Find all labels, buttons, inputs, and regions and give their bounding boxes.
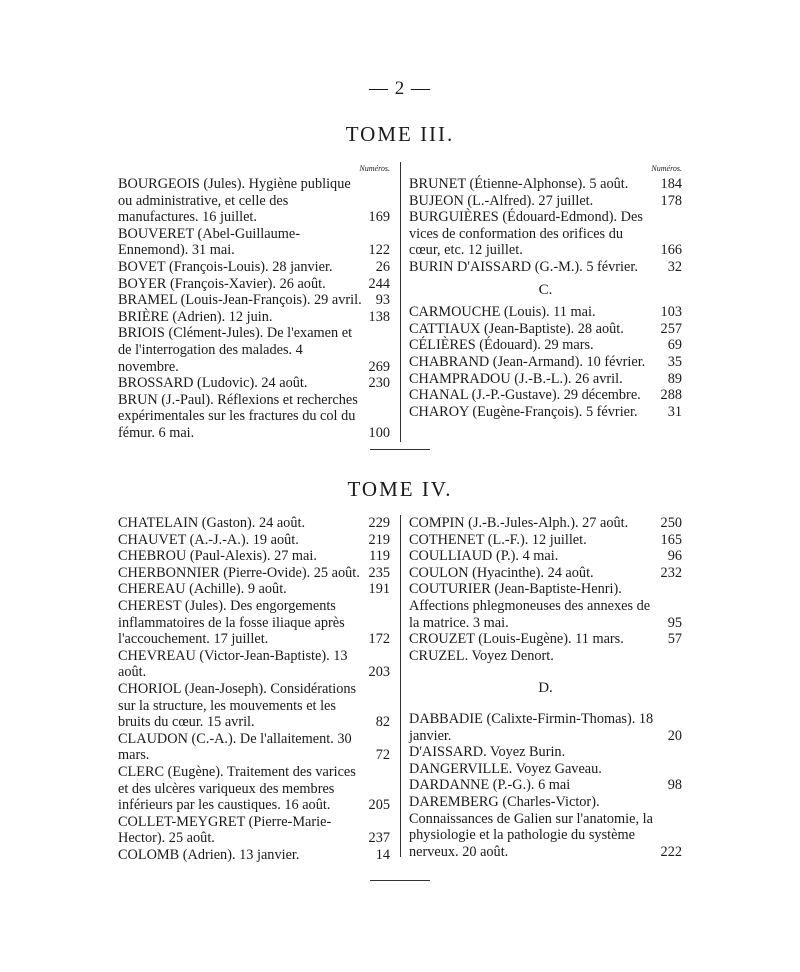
entry-number: 82 (375, 714, 390, 731)
index-entry (118, 176, 390, 226)
entry-text: D'AISSARD. Voyez Burin. (409, 744, 566, 761)
index-entry (118, 731, 390, 764)
entry-number: 184 (660, 176, 682, 192)
entry-text: CHATELAIN (Gaston). 24 août. (118, 515, 306, 531)
index-entry (409, 337, 682, 354)
entry-text: COTHENET (L.-F.). 12 juillet. (409, 531, 587, 548)
index-entry (118, 375, 390, 392)
entry-text: DABBADIE (Calixte-Firmin-Thomas). 18 janvier. (409, 710, 654, 744)
tome-iv-title: TOME IV. (347, 477, 453, 501)
index-entry (118, 392, 390, 442)
entry-number: 229 (368, 515, 390, 531)
tome-iv-section (118, 515, 682, 863)
entry-number: 122 (368, 242, 390, 259)
index-entry (409, 565, 682, 582)
index-entry (409, 548, 682, 565)
entry-text: CARMOUCHE (Louis). 11 mai. (409, 304, 596, 321)
entry-number: 103 (660, 304, 682, 321)
index-entry (118, 292, 390, 309)
index-entry (409, 794, 682, 860)
entry-number: 26 (375, 258, 390, 275)
index-entry (118, 681, 390, 731)
index-entry (409, 209, 682, 259)
entry-text: CHEVREAU (Victor-Jean-Baptiste). 13 août. (118, 647, 348, 681)
index-entry (409, 744, 682, 761)
entry-number: 35 (667, 353, 682, 370)
page-number: — 2 — (369, 78, 431, 99)
entry-number: 230 (368, 375, 390, 392)
numeros-header: Numéros. (359, 164, 390, 173)
entry-number: 178 (660, 192, 682, 209)
index-entry (409, 387, 682, 404)
index-entry (118, 764, 390, 814)
entry-number: 20 (667, 727, 682, 744)
index-entry (118, 581, 390, 598)
entry-text: CHABRAND (Jean-Armand). 10 février. (409, 353, 646, 370)
bottom-rule (370, 880, 430, 881)
entry-number: 244 (368, 275, 390, 292)
entry-number: 288 (660, 387, 682, 404)
entry-text: BOVET (François-Louis). 28 janvier. (118, 258, 333, 275)
entry-number: 235 (368, 564, 390, 581)
entry-text: CHAUVET (A.-J.-A.). 19 août. (118, 531, 299, 548)
index-entry (409, 515, 682, 532)
numeros-header: Numéros. (651, 164, 682, 173)
entry-number: 172 (368, 631, 390, 648)
entry-text: BURIN D'AISSARD (G.-M.). 5 février. (409, 258, 638, 275)
entry-text: CATTIAUX (Jean-Baptiste). 28 août. (409, 320, 624, 337)
tome-iii-section (118, 162, 682, 442)
entry-number: 219 (368, 531, 390, 548)
entry-text: CHERBONNIER (Pierre-Ovide). 25 août. (118, 564, 360, 581)
index-entry (409, 259, 682, 276)
entry-number: 100 (368, 424, 390, 441)
entry-text: BRUNET (Étienne-Alphonse). 5 août. (409, 176, 629, 192)
entry-number: 237 (368, 830, 390, 847)
index-entry (118, 325, 390, 375)
entry-number: 269 (368, 358, 390, 375)
entry-text: DARDANNE (P.-G.). 6 mai (409, 777, 571, 794)
index-entry (409, 648, 682, 665)
index-entry (118, 847, 390, 864)
entry-text: DAREMBERG (Charles-Victor). Connaissances de Galien sur l'anatomie, la physiologie et la pathologie du système nerveux. 20 août. (409, 793, 653, 860)
index-entry (409, 321, 682, 338)
entry-number: 72 (375, 747, 390, 764)
column-divider (400, 162, 401, 442)
entry-text: COLOMB (Adrien). 13 janvier. (118, 846, 300, 863)
entry-number: 191 (368, 581, 390, 598)
entry-text: BOYER (François-Xavier). 26 août. (118, 275, 326, 292)
entry-text: BRUN (J.-Paul). Réflexions et recherches expérimentales sur les fractures du col du fémur. 6 mai. (118, 391, 358, 441)
index-entry (409, 176, 682, 193)
tome-iii-title: TOME III. (345, 122, 455, 146)
entry-number: 95 (667, 614, 682, 631)
index-entry (118, 259, 390, 276)
entry-text: BRIÈRE (Adrien). 12 juin. (118, 308, 273, 325)
entry-number: 69 (667, 337, 682, 354)
index-entry (118, 226, 390, 259)
index-entry (118, 515, 390, 532)
entry-text: COULLIAUD (P.). 4 mai. (409, 548, 559, 565)
entry-number: 205 (368, 797, 390, 814)
entry-number: 93 (375, 292, 390, 309)
entry-number: 96 (667, 548, 682, 565)
entry-number: 138 (368, 308, 390, 325)
index-entry (409, 404, 682, 421)
entry-number: 57 (667, 631, 682, 648)
entry-text: BROSSARD (Ludovic). 24 août. (118, 375, 308, 392)
index-entry (118, 814, 390, 847)
letter-heading-d: D. (538, 680, 553, 697)
entry-text: BRAMEL (Louis-Jean-François). 29 avril. (118, 292, 362, 309)
index-entry (118, 648, 390, 681)
index-entry (118, 309, 390, 326)
entry-text: CHANAL (J.-P.-Gustave). 29 décembre. (409, 387, 641, 404)
entry-number: 250 (660, 515, 682, 531)
entry-text: CHORIOL (Jean-Joseph). Considérations sur la structure, les mouvements et les bruits du cœur. 15 avril. (118, 680, 357, 731)
entry-text: CROUZET (Louis-Eugène). 11 mars. (409, 631, 624, 648)
index-entry (409, 631, 682, 648)
entry-text: CHEBROU (Paul-Alexis). 27 mai. (118, 548, 317, 565)
entry-number: 89 (667, 370, 682, 387)
entry-number: 232 (660, 564, 682, 581)
index-entry (409, 354, 682, 371)
index-entry (409, 371, 682, 388)
column-divider (400, 515, 401, 857)
tome-iii-left-column (118, 162, 390, 442)
entry-text: CHEREST (Jules). Des engorgements inflammatoires de la fosse iliaque après l'accouchement. 17 juillet. (118, 597, 345, 648)
entry-text: BURGUIÈRES (Édouard-Edmond). Des vices de conformation des orifices du cœur, etc. 12 juillet. (409, 209, 643, 259)
entry-number: 166 (660, 242, 682, 259)
entry-text: BOURGEOIS (Jules). Hygiène publique ou administrative, et celle des manufactures. 16 juillet. (118, 176, 351, 226)
entry-text: CHAMPRADOU (J.-B.-L.). 26 avril. (409, 370, 623, 387)
index-entry (118, 532, 390, 549)
entry-number: 165 (660, 531, 682, 548)
tome-iv-left-column (118, 515, 390, 863)
entry-number: 32 (667, 258, 682, 275)
section-rule (370, 449, 430, 450)
index-entry (409, 711, 682, 744)
entry-number: 31 (667, 403, 682, 420)
entry-text: COULON (Hyacinthe). 24 août. (409, 564, 594, 581)
entry-number: 98 (667, 777, 682, 794)
entry-text: CHAROY (Eugène-François). 5 février. (409, 403, 638, 420)
entry-text: CHEREAU (Achille). 9 août. (118, 581, 287, 598)
index-entry (409, 777, 682, 794)
index-entry (409, 532, 682, 549)
index-entry (118, 565, 390, 582)
index-entry (409, 304, 682, 321)
index-entry (118, 548, 390, 565)
entry-number: 14 (375, 846, 390, 863)
entry-number: 222 (660, 843, 682, 860)
entry-text: CRUZEL. Voyez Denort. (409, 647, 554, 664)
entry-number: 257 (660, 320, 682, 337)
index-entry (118, 276, 390, 293)
entry-text: BRIOIS (Clément-Jules). De l'examen et de l'interrogation des malades. 4 novembre. (118, 325, 353, 375)
entry-number: 119 (369, 548, 390, 565)
index-entry (409, 761, 682, 778)
entry-text: COLLET-MEYGRET (Pierre-Marie-Hector). 25 août. (118, 813, 332, 847)
entry-text: CLERC (Eugène). Traitement des varices et des ulcères variqueux des membres inférieurs par les caustiques. 16 août. (118, 763, 356, 814)
entry-text: COUTURIER (Jean-Baptiste-Henri). Affections phlegmoneuses des annexes de la matrice. 3 mai. (409, 581, 651, 631)
tome-iv-right-column (409, 515, 682, 860)
letter-heading-c: C. (538, 281, 553, 298)
index-entry (409, 193, 682, 210)
entry-text: BUJEON (L.-Alfred). 27 juillet. (409, 192, 594, 209)
index-entry (118, 598, 390, 648)
entry-text: CÉLIÈRES (Édouard). 29 mars. (409, 337, 594, 354)
entry-text: DANGERVILLE. Voyez Gaveau. (409, 760, 602, 777)
entry-number: 203 (368, 664, 390, 681)
entry-text: BOUVERET (Abel-Guillaume-Ennemond). 31 mai. (118, 225, 300, 259)
entry-text: CLAUDON (C.-A.). De l'allaitement. 30 mars. (118, 730, 352, 764)
entry-text: COMPIN (J.-B.-Jules-Alph.). 27 août. (409, 515, 629, 531)
entry-number: 169 (368, 209, 390, 226)
index-entry (409, 581, 682, 631)
tome-iii-right-column (409, 162, 682, 420)
